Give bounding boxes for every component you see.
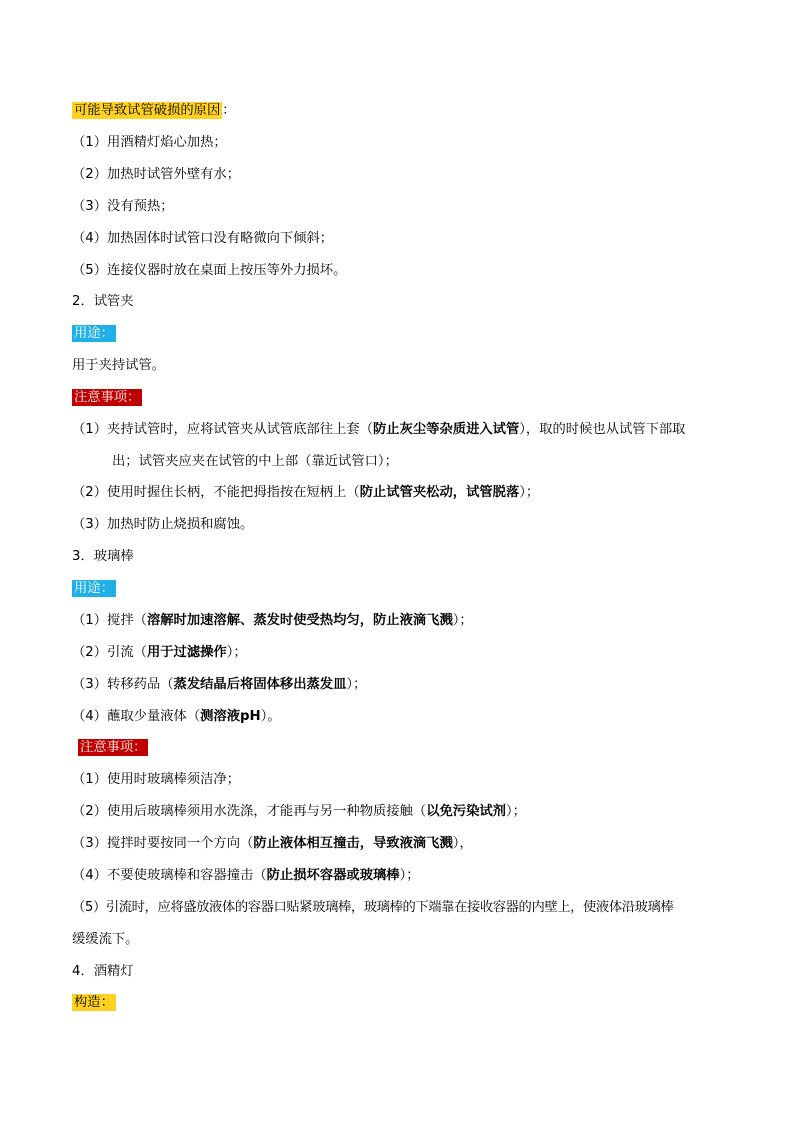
- section-title: 3．玻璃棒: [72, 549, 134, 564]
- note-item: （2）使用时握住长柄，不能把拇指按在短柄上（防止试管夹松动，试管脱落）；: [72, 485, 540, 500]
- use-item: （2）引流（用于过滤操作）；: [72, 645, 247, 660]
- use-item: （1）搅拌（溶解时加速溶解、蒸发时使受热均匀，防止液滴飞溅）；: [72, 613, 473, 628]
- structure-label: 构造：: [74, 995, 114, 1010]
- section-title: 2．试管夹: [72, 294, 134, 309]
- highlight-label: 可能导致试管破损的原因: [74, 103, 221, 118]
- section-title: 4．酒精灯: [72, 964, 134, 979]
- use-label: 用途：: [74, 326, 114, 341]
- note-item: （1）夹持试管时，应将试管夹从试管底部往上套（防止灰尘等杂质进入试管），取的时候也从试管下部取: [72, 422, 686, 437]
- note-item: （5）引流时，应将盛放液体的容器口贴紧玻璃棒，玻璃棒的下端靠在接收容器的内壁上，使液体沿玻璃棒: [72, 900, 674, 915]
- use-item: （3）转移药品（蒸发结晶后将固体移出蒸发皿）；: [72, 677, 367, 692]
- note-item-continuation: 出；试管夹应夹在试管的中上部（靠近试管口）；: [112, 454, 398, 469]
- section-heading-test-tube-damage: 可能导致试管破损的原因 ：: [74, 103, 236, 118]
- note-item: （3）搅拌时要按同一个方向（防止液体相互撞击，导致液滴飞溅），: [72, 836, 473, 851]
- list-item: （4）加热固体时试管口没有略微向下倾斜；: [72, 231, 334, 246]
- note-label: 注意事项：: [80, 740, 147, 755]
- note-item-continuation: 缓缓流下。: [72, 932, 139, 947]
- list-item: （2）加热时试管外壁有水；: [72, 167, 241, 182]
- use-item: （4）蘸取少量液体（测溶液pH）。: [72, 709, 281, 724]
- use-text: 用于夹持试管。: [72, 358, 166, 373]
- list-item: （5）连接仪器时放在桌面上按压等外力损坏。: [72, 263, 347, 278]
- list-item: （3）没有预热；: [72, 199, 174, 214]
- note-label: 注意事项：: [74, 390, 141, 405]
- list-item: （1）用酒精灯焰心加热；: [72, 135, 227, 150]
- use-label: 用途：: [74, 581, 114, 596]
- note-item: （1）使用时玻璃棒须洁净；: [72, 772, 241, 787]
- note-item: （2）使用后玻璃棒须用水洗涤，才能再与另一种物质接触（以免污染试剂）；: [72, 804, 526, 819]
- note-item: （4）不要使玻璃棒和容器撞击（防止损坏容器或玻璃棒）；: [72, 868, 420, 883]
- note-item: （3）加热时防止烧损和腐蚀。: [72, 517, 254, 532]
